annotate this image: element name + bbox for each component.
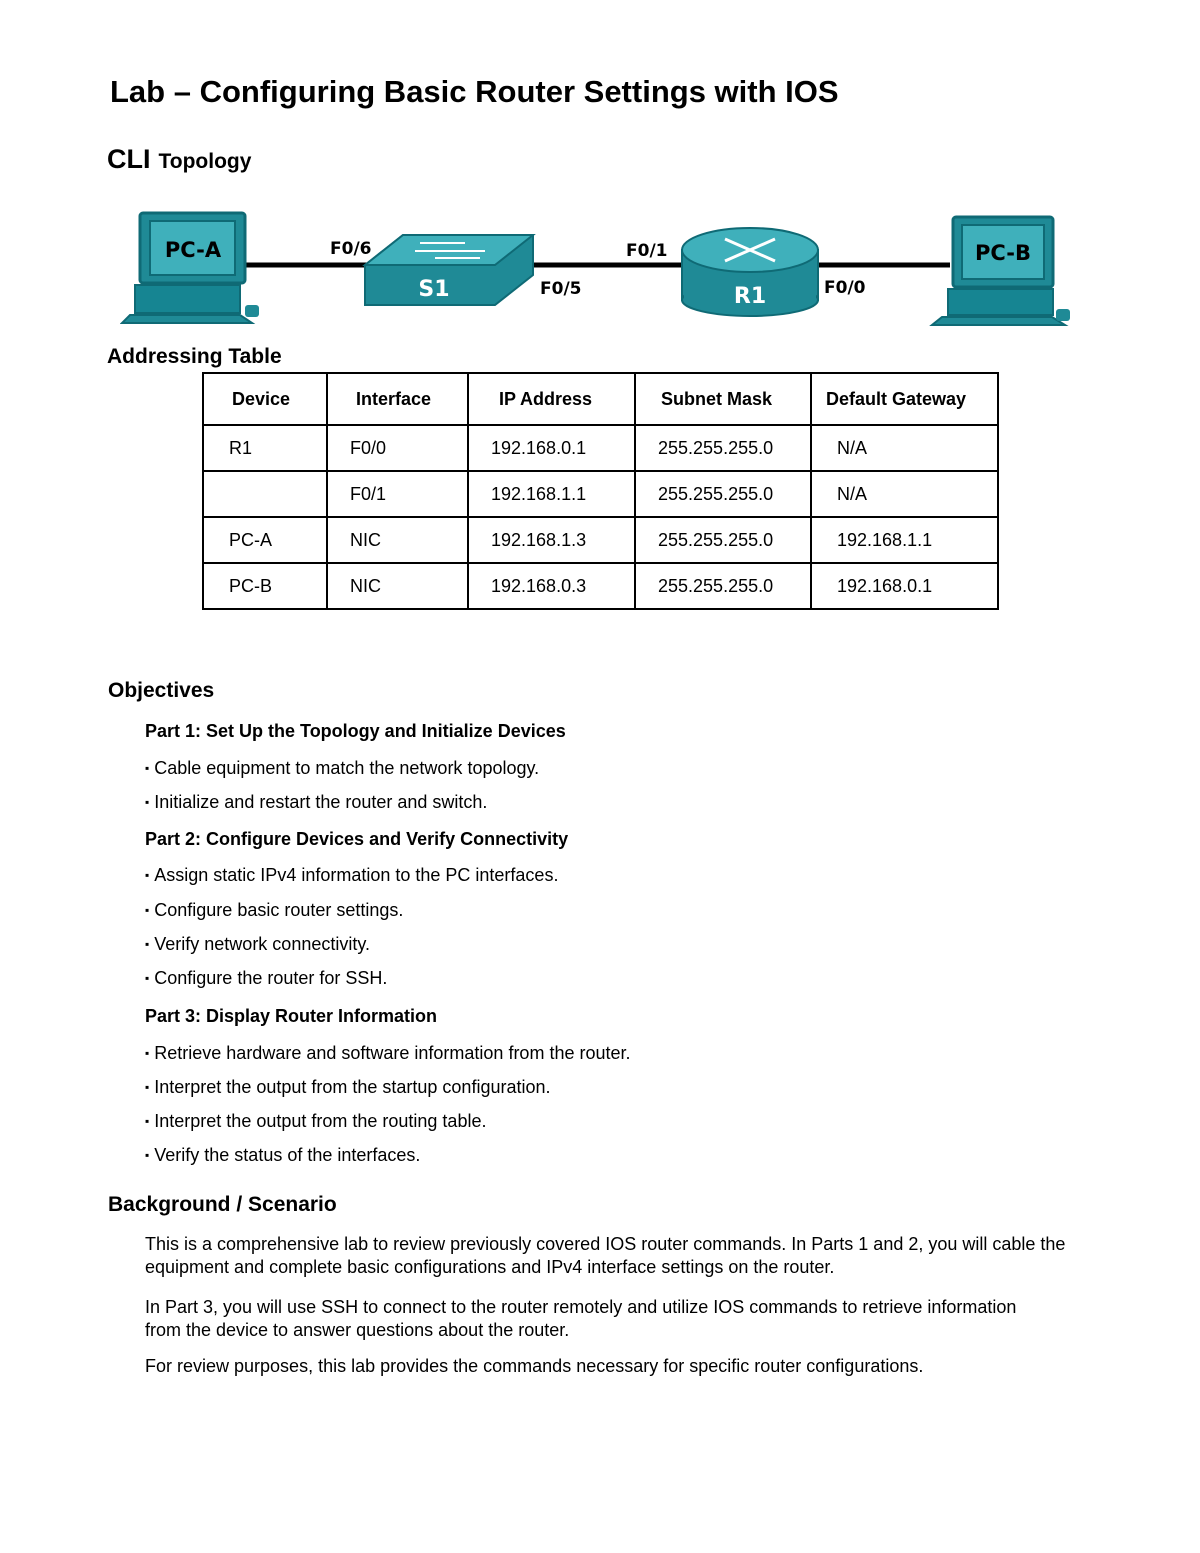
pc-b-device (932, 217, 1070, 325)
cell-interface: NIC (327, 517, 468, 563)
list-item: ▪ Assign static IPv4 information to the PC interfaces. (145, 865, 558, 886)
cell-device (203, 471, 327, 517)
header-device: Device (203, 373, 327, 425)
cell-default-gateway: N/A (811, 425, 998, 471)
part-3-title: Part 3: Display Router Information (145, 1006, 438, 1026)
cell-ip-address: 192.168.1.3 (468, 517, 635, 563)
objectives-heading: Objectives (108, 679, 215, 702)
cell-interface: F0/0 (327, 425, 468, 471)
cell-device: R1 (203, 425, 327, 471)
part-1-title: Part 1: Set Up the Topology and Initialize Devices (145, 721, 566, 741)
list-item: ▪ Interpret the output from the routing table. (145, 1111, 486, 1132)
s1-switch-device (365, 235, 533, 305)
s1-label: S1 (418, 277, 450, 302)
cell-ip-address: 192.168.0.3 (468, 563, 635, 609)
table-row (203, 471, 998, 517)
cell-device: PC-B (203, 563, 327, 609)
table-row (203, 425, 998, 471)
table-row (203, 563, 998, 609)
background-heading: Background / Scenario (108, 1193, 337, 1216)
addressing-table (202, 372, 999, 610)
topology-heading (107, 144, 251, 175)
cell-subnet-mask: 255.255.255.0 (635, 517, 811, 563)
port-label-f00: F0/0 (824, 278, 866, 298)
cell-ip-address: 192.168.1.1 (468, 471, 635, 517)
header-interface: Interface (327, 373, 468, 425)
port-label-f06: F0/6 (330, 239, 372, 259)
cell-interface: NIC (327, 563, 468, 609)
list-item: ▪ Configure the router for SSH. (145, 968, 387, 989)
cell-subnet-mask: 255.255.255.0 (635, 471, 811, 517)
pc-a-label: PC-A (164, 238, 222, 262)
page-title: Lab – Configuring Basic Router Settings with IOS (110, 74, 839, 109)
list-item: ▪ Verify network connectivity. (145, 934, 370, 955)
cell-ip-address: 192.168.0.1 (468, 425, 635, 471)
list-item: ▪ Cable equipment to match the network topology. (145, 758, 539, 779)
cell-default-gateway: N/A (811, 471, 998, 517)
table-row (203, 517, 998, 563)
topology-diagram (120, 205, 1080, 330)
pc-b-label: PC-B (974, 241, 1032, 265)
background-paragraph: This is a comprehensive lab to review previously covered IOS router commands. In Parts 1 and 2, you will cable the equipment and complete basic configurations and IPv4 interface settings on the router. (145, 1234, 1066, 1277)
part-2-title: Part 2: Configure Devices and Verify Connectivity (145, 829, 569, 849)
header-default-gateway: Default Gateway (811, 373, 998, 425)
cell-default-gateway: 192.168.1.1 (811, 517, 998, 563)
addressing-table-heading: Addressing Table (107, 345, 282, 368)
cell-interface: F0/1 (327, 471, 468, 517)
cell-subnet-mask: 255.255.255.0 (635, 563, 811, 609)
list-item: ▪ Configure basic router settings. (145, 900, 403, 921)
port-label-f01: F0/1 (626, 241, 668, 261)
table-header-row (203, 373, 998, 425)
list-item: ▪ Initialize and restart the router and switch. (145, 792, 487, 813)
cell-subnet-mask: 255.255.255.0 (635, 425, 811, 471)
cell-default-gateway: 192.168.0.1 (811, 563, 998, 609)
port-label-f05: F0/5 (540, 279, 582, 299)
list-item: ▪ Retrieve hardware and software information from the router. (145, 1043, 631, 1064)
topology-label: Topology (158, 150, 252, 173)
header-subnet-mask: Subnet Mask (635, 373, 811, 425)
background-paragraph: For review purposes, this lab provides the commands necessary for specific router configurations. (145, 1356, 924, 1376)
background-paragraph: In Part 3, you will use SSH to connect to the router remotely and utilize IOS commands to retrieve information from the device to answer questions about the router. (145, 1297, 1017, 1340)
header-ip-address: IP Address (468, 373, 635, 425)
r1-label: R1 (733, 284, 767, 309)
list-item: ▪ Verify the status of the interfaces. (145, 1145, 420, 1166)
cli-label: CLI (107, 144, 151, 174)
r1-router-device (682, 228, 818, 316)
list-item: ▪ Interpret the output from the startup configuration. (145, 1077, 551, 1098)
cell-device: PC-A (203, 517, 327, 563)
pc-a-device (122, 213, 259, 323)
